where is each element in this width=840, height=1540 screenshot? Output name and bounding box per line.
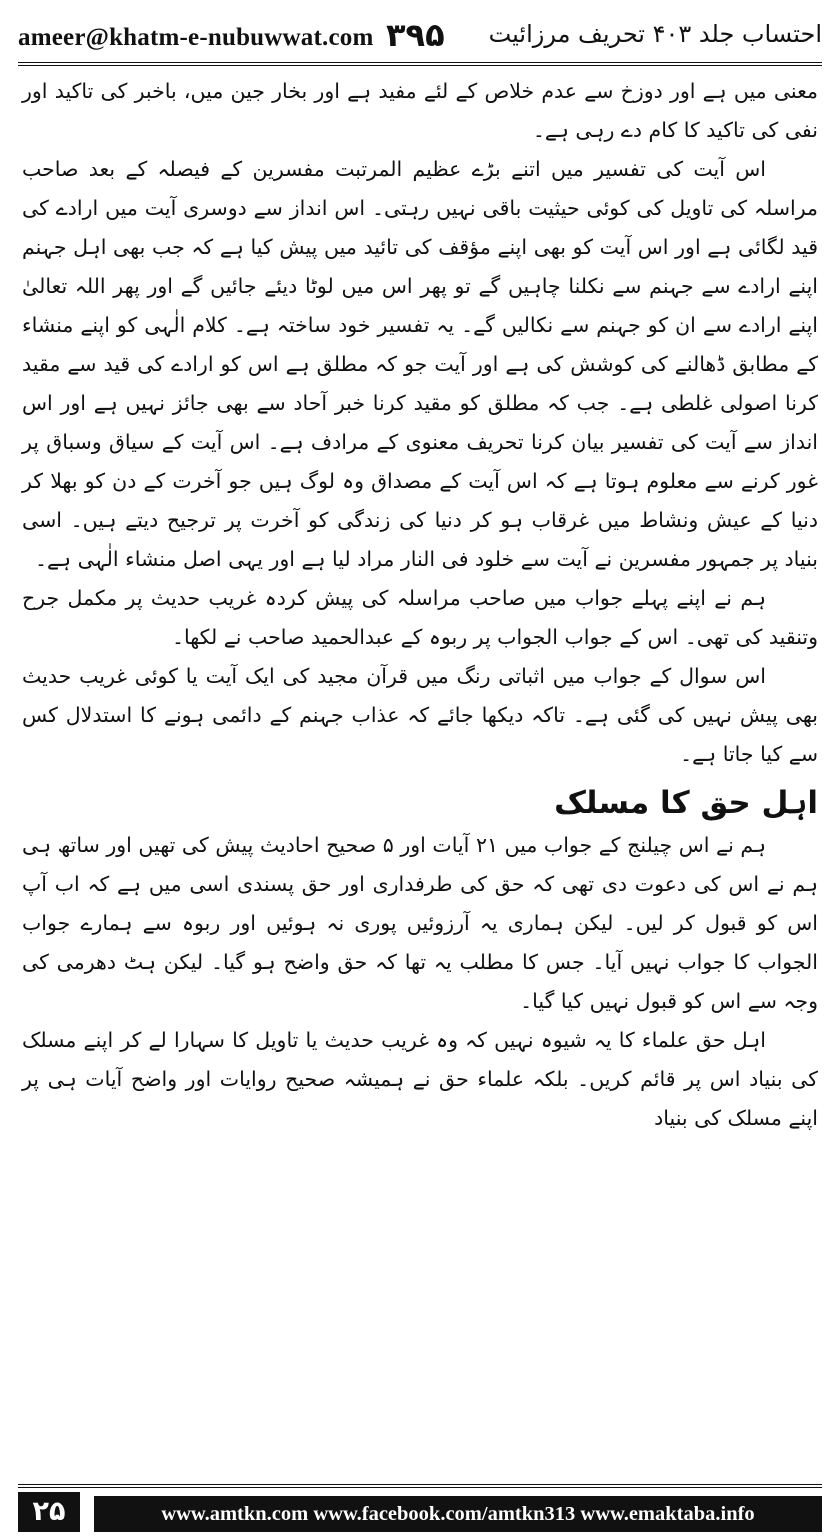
header-divider — [18, 62, 822, 66]
header-page-number: ۳۹۵ — [386, 16, 445, 54]
page-body — [22, 72, 818, 1138]
footer-page-number: ۲۵ — [18, 1492, 80, 1532]
paragraph-6: اہل حق علماء کا یہ شیوہ نہیں کہ وہ غریب حدیث یا تاویل کا سہارا لے کر اپنے مسلک کی بنیاد اس پر قائم کریں۔ بلکہ علماء حق نے ہمیشہ صحیح روایات اور واضح آیات ہی پر اپنے مسلک کی بنیاد — [22, 1028, 818, 1130]
section-heading: اہل حق کا مسلک — [554, 785, 818, 821]
paragraph-5: ہم نے اس چیلنج کے جواب میں ۲۱ آیات اور ۵ صحیح احادیث پیش کی تھیں اور ساتھ ہی ہم نے اس کی دعوت دی تھی کہ حق کی طرفداری اور حق پسندی اسی میں ہے کہ اب آپ اس کو قبول کر لیں۔ لیکن ہماری یہ آرزوئیں پوری نہ ہوئیں اور ربوہ سے ہمارے جواب الجواب کا جواب نہیں آیا۔ جس کا مطلب یہ تھا کہ حق واضح ہو گیا۔ لیکن ہٹ دھرمی کی وجہ سے اس کو قبول نہیں کیا گیا۔ — [22, 833, 818, 1013]
footer-divider — [18, 1484, 822, 1488]
footer-website-links[interactable]: www.amtkn.com www.facebook.com/amtkn313 www.emaktaba.info — [94, 1496, 822, 1532]
header-email[interactable]: ameer@khatm-e-nubuwwat.com — [18, 24, 374, 51]
paragraph-2: اس آیت کی تفسیر میں اتنے بڑے عظیم المرتبت مفسرین کے فیصلہ کے بعد صاحب مراسلہ کی تاویل کی کوئی حیثیت باقی نہیں رہتی۔ اس انداز سے دوسری آیت میں ارادے کی قید لگائی ہے اور اس آیت کو بھی اپنے مؤقف کی تائید میں پیش کیا ہے کہ جب بھی اہل جہنم اپنے ارادے سے جہنم سے نکلنا چاہیں گے تو پھر اس میں لوٹا دیئے جائیں گے اور پھر اللہ تعالیٰ اپنے ارادے سے ان کو جہنم سے نکالیں گے۔ یہ تفسیر خود ساختہ ہے۔ کلام الٰہی کو اپنے منشاء کے مطابق ڈھالنے کی کوشش کی ہے اور آیت جو کہ مطلق ہے اس کو ارادے کی قید سے مقید کرنا اصولی غلطی ہے۔ جب کہ مطلق کو مقید کرنا خبر آحاد سے بھی جائز نہیں ہے اور اس انداز سے آیت کی تفسیر بیان کرنا تحریف معنوی کے مرادف ہے۔ اس آیت کے سیاق وسباق پر غور کرنے سے معلوم ہوتا ہے کہ اس آیت کے مصداق وہ لوگ ہیں جو آخرت کے دن کو بھلا کر دنیا کے عیش ونشاط میں غرقاب ہو کر دنیا کی زندگی کو آخرت پر ترجیح دیتے ہیں۔ اسی بنیاد پر جمہور مفسرین نے آیت سے خلود فی النار مراد لیا ہے اور یہی اصل منشاء الٰہی ہے۔ — [22, 157, 818, 571]
paragraph-3: ہم نے اپنے پہلے جواب میں صاحب مراسلہ کی پیش کردہ غریب حدیث پر مکمل جرح وتنقید کی تھی۔ اس کے جواب الجواب پر ربوہ کے عبدالحمید صاحب نے لکھا۔ — [22, 586, 818, 649]
paragraph-4: اس سوال کے جواب میں اثباتی رنگ میں قرآن مجید کی ایک آیت یا کوئی غریب حدیث بھی پیش نہیں کی گئی ہے۔ تاکہ دیکھا جائے کہ عذاب جہنم کے دائمی ہونے کا استدلال کس سے کیا جاتا ہے۔ — [22, 664, 818, 766]
page-header — [18, 16, 822, 64]
header-book-title: احتساب جلد ۴۰۳ تحریف مرزائیت — [488, 20, 822, 48]
paragraph-1: معنی میں ہے اور دوزخ سے عدم خلاص کے لئے مفید ہے اور بخار جین میں، باخبر کی تاکید اور نفی کی تاکید کا کام دے رہی ہے۔ — [22, 79, 818, 142]
